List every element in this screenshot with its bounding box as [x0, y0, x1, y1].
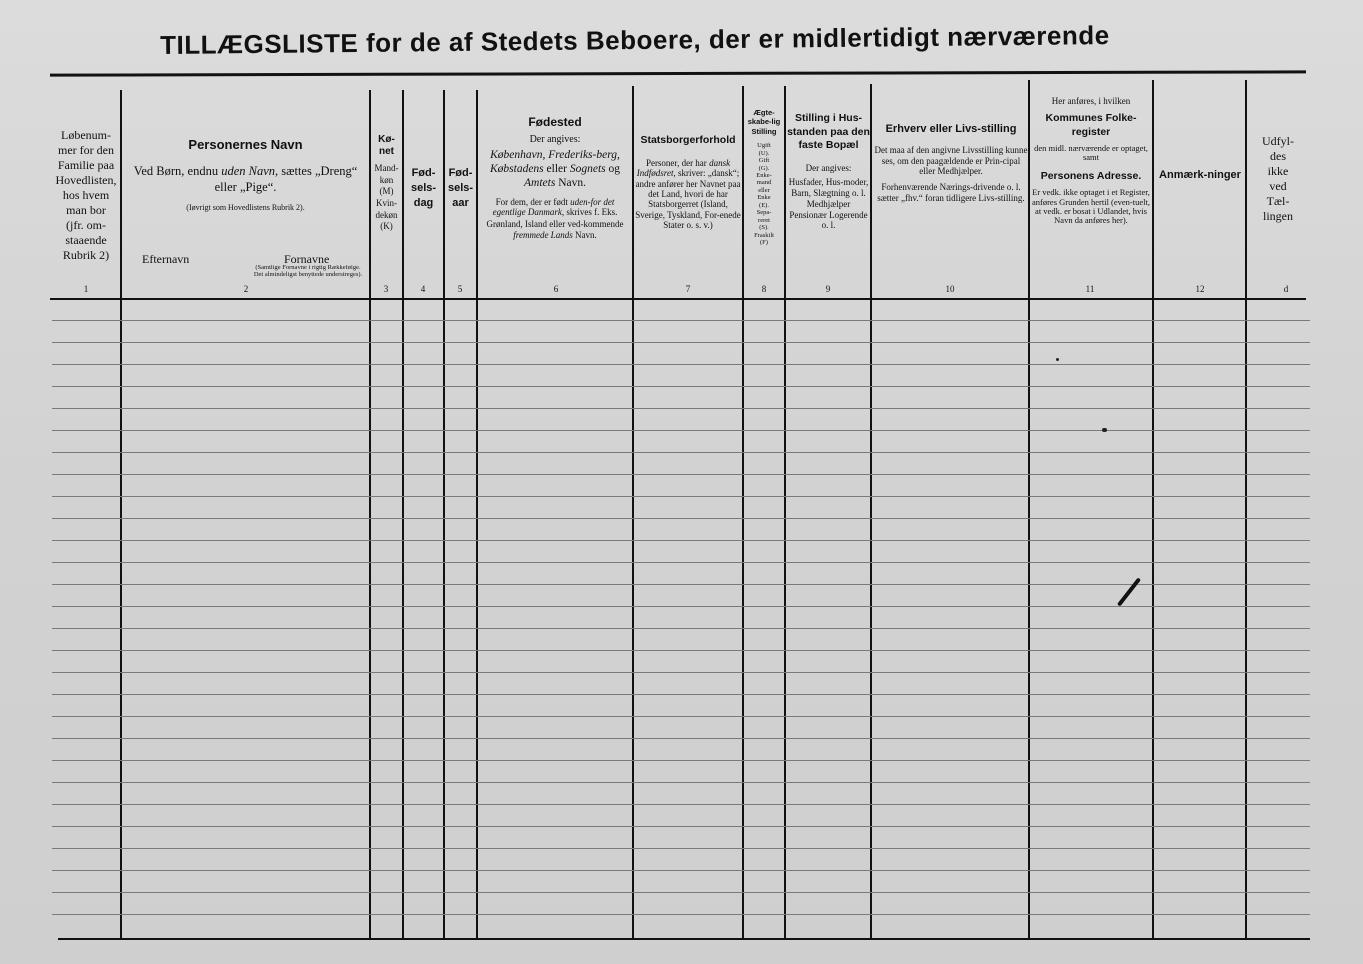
ruled-line — [52, 584, 1310, 585]
top-rule — [50, 70, 1306, 76]
column-divider — [870, 84, 872, 940]
ruled-line — [52, 760, 1310, 761]
ruled-line — [52, 672, 1310, 673]
ruled-line — [52, 914, 1310, 915]
header-col-12: Anmærk-ninger — [1159, 169, 1241, 181]
bottom-rule — [58, 938, 1310, 940]
ruled-line — [52, 342, 1310, 343]
ruled-line — [52, 716, 1310, 717]
ruled-line — [52, 540, 1310, 541]
column-number: 3 — [383, 284, 389, 294]
column-divider — [784, 86, 786, 940]
ruled-line — [52, 606, 1310, 607]
ruled-line — [52, 562, 1310, 563]
column-number: 1 — [83, 284, 89, 294]
ruled-line — [52, 804, 1310, 805]
ruled-line — [52, 628, 1310, 629]
ruled-line — [52, 386, 1310, 387]
header-col-11: Her anføres, i hvilken Kommunes Folke-register den midl. nærværende er optaget, samt Personens Adresse. Er vedk. ikke optaget i et Register, anføres Grunden hertil (even-tuelt, at vedk. er bosat i Udlandet, hvis Navn da anføres her). — [1031, 96, 1150, 226]
col-2-heading: Personernes Navn — [188, 138, 303, 152]
header-col-8: Ægte-skabe-lig Stilling Ugift (U). Gift (G). Enke- mand eller Enke (E). Sepa- reret (S). Fraskilt (F) — [747, 108, 781, 247]
ruled-line — [52, 364, 1310, 365]
ink-spot — [1056, 358, 1059, 361]
header-col-7: Statsborgerforhold Personer, der har dansk Indfødsret, skriver: „dansk“; andre anfører her Navnet paa det Land, hvori de har Statsborgerret (Island, Sverige, Tyskland, For-enede Stater o. s. v.) — [635, 134, 741, 231]
column-divider — [476, 90, 478, 940]
header-col-5: Fød-sels-aar — [447, 167, 474, 209]
ruled-line — [52, 892, 1310, 893]
header-col-d: Udfyl- des ikke ved Tæl- lingen — [1262, 134, 1294, 223]
column-number: 7 — [685, 284, 691, 294]
column-number: 12 — [1195, 284, 1205, 294]
col-2-sub-note: (Samtlige Fornavne i rigtig Rækkefølge. Det almindeligst benyttede understreges). — [253, 265, 363, 278]
ruled-line — [52, 782, 1310, 783]
header-col-10: Erhverv eller Livs-stilling Det maa af den angivne Livsstilling kunne ses, om den paagældende er Prin-cipal eller Medhjælper. Forhenværende Nærings-drivende o. l. sætter „fhv.“ foran tidligere Livs-stilling. — [874, 123, 1028, 203]
column-divider — [1152, 80, 1154, 940]
ruled-line — [52, 430, 1310, 431]
header-col-4: Fød-sels-dag — [410, 167, 437, 209]
column-divider — [1028, 80, 1030, 940]
header-col-3: Kø-net Mand- køn (M) Kvin- dekøn (K) — [374, 134, 399, 232]
header-col-2: Personernes Navn Ved Børn, endnu uden Navn, sættes „Dreng“ eller „Pige“. (Iøvrigt som Hovedlistens Rubrik 2). — [133, 138, 358, 213]
column-divider — [120, 90, 122, 940]
column-number: 5 — [457, 284, 463, 294]
ruled-line — [52, 518, 1310, 519]
column-number: d — [1283, 284, 1289, 294]
column-number: 8 — [761, 284, 767, 294]
column-number: 2 — [243, 284, 249, 294]
column-number: 11 — [1085, 284, 1095, 294]
ruled-line — [52, 826, 1310, 827]
pen-mark — [1117, 577, 1141, 606]
ruled-line — [52, 408, 1310, 409]
col-2-sub-efternavn: Efternavn — [142, 252, 190, 266]
header-col-6: Fødested Der angives: København, Frederiks-berg, Købstadens eller Sognets og Amtets Navn. For dem, der er født uden-for det egentlige Danmark, skrives f. Eks. Grønland, Island eller ved-kommende fremmede Lands Navn. — [486, 116, 624, 240]
ruled-line — [52, 870, 1310, 871]
header-col-9: Stilling i Hus-standen paa den faste Bopæl Der angives: Husfader, Hus-moder, Barn, Slægtning o. l. Medhjælper Pensionær Logerende o. l. — [787, 112, 870, 231]
ruled-line — [52, 694, 1310, 695]
ruled-line — [52, 452, 1310, 453]
ruled-line — [52, 320, 1310, 321]
ruled-line — [52, 474, 1310, 475]
form-title: TILLÆGSLISTE for de af Stedets Beboere, der er midlertidigt nærværende — [160, 20, 1110, 60]
column-number: 10 — [945, 284, 955, 294]
ruled-line — [52, 650, 1310, 651]
column-number: 6 — [553, 284, 559, 294]
ruled-line — [52, 848, 1310, 849]
col-2-sub-fornavne: Fornavne — [284, 252, 330, 266]
ruled-line — [52, 496, 1310, 497]
header-col-1: Løbenum- mer for den Familie paa Hovedlisten, hos hvem man bor (jfr. om- staaende Rubrik 2) — [55, 128, 117, 262]
column-number: 9 — [825, 284, 831, 294]
ruled-line — [52, 738, 1310, 739]
column-number: 4 — [420, 284, 426, 294]
column-divider — [632, 86, 634, 940]
ink-spot — [1102, 428, 1107, 432]
